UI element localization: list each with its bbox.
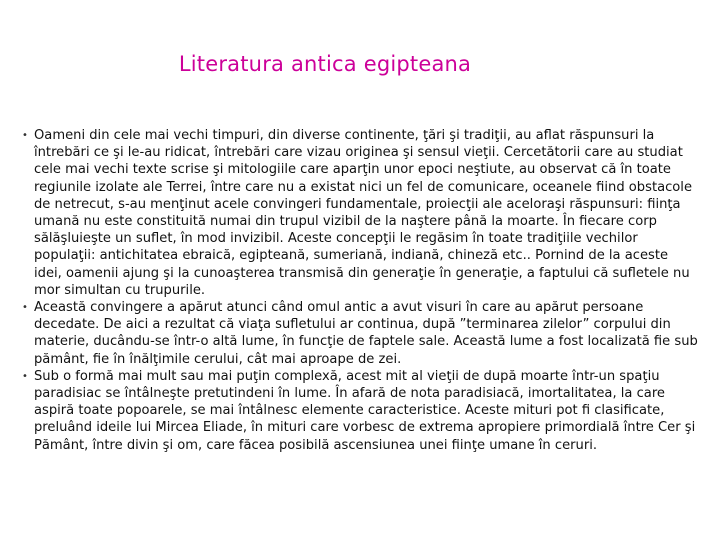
bullet-text: Această convingere a apărut atunci când omul antic a avut visuri în care au apărut persoane decedate. De aici a rezultat că viaţa sufletului ar continua, după ”terminarea zilelor” corpului din materie, ducându-se într-o altă lume, în funcţie de faptele sale. Această lume a fost localizată fie sub pământ, fie în înălţimile cerului, cât mai aproape de zei. <box>34 300 698 367</box>
bullet-text: Oameni din cele mai vechi timpuri, din diverse continente, ţări şi tradiţii, au aflat răspunsuri la întrebări ce şi le-au ridicat, întrebări care vizau originea şi sensul vieţii. Cercetătorii care au studiat cele mai vechi texte scrise şi mitologiile care aparţin unor epoci neştiute, au observat că în toate regiunile izolate ale Terrei, între care nu a existat nici un fel de comunicare, oceanele fiind obstacole de netrecut, s-au menţinut acele convingeri fundamentale, proiecţii ale aceloraşi răspunsuri: fiinţa umană nu este constituită numai din trupul vizibil de la naştere până la moarte. În fiecare corp sălăşluieşte un suflet, în mod invizibil. Aceste concepţii le regăsim în toate tradiţiile vechilor populaţii: antichitatea ebraică, egipteană, sumeriană, indiană, chineză etc.. Pornind de la aceste idei, oamenii ajung şi la cunoaşterea transmisă din generaţie în generaţie, a faptului că sufletele nu mor simultan cu trupurile. <box>34 128 693 298</box>
bullet-item <box>22 127 698 299</box>
slide-title: Literatura antica egipteana <box>178 52 472 76</box>
bullet-list <box>22 127 698 454</box>
bullet-dot-icon: • <box>22 370 28 382</box>
bullet-dot-icon: • <box>22 302 28 314</box>
bullet-dot-icon: • <box>22 130 28 141</box>
bullet-item <box>22 368 698 454</box>
bullet-text: Sub o formă mai mult sau mai puţin complexă, acest mit al vieţii de după moarte într-un spaţiu paradisiac se întâlneşte pretutindeni în lume. În afară de nota paradisiacă, imortalitatea, la care aspiră toate popoarele, se mai întâlnesc elemente caracteristice. Aceste mituri pot fi clasificate, preluând ideile lui Mircea Eliade, în mituri care vorbesc de extrema apropiere primordială între Cer şi Pământ, între divin şi om, care făcea posibilă ascensiunea unei fiinţe umane în ceruri. <box>34 368 696 453</box>
bullet-item <box>22 299 698 368</box>
